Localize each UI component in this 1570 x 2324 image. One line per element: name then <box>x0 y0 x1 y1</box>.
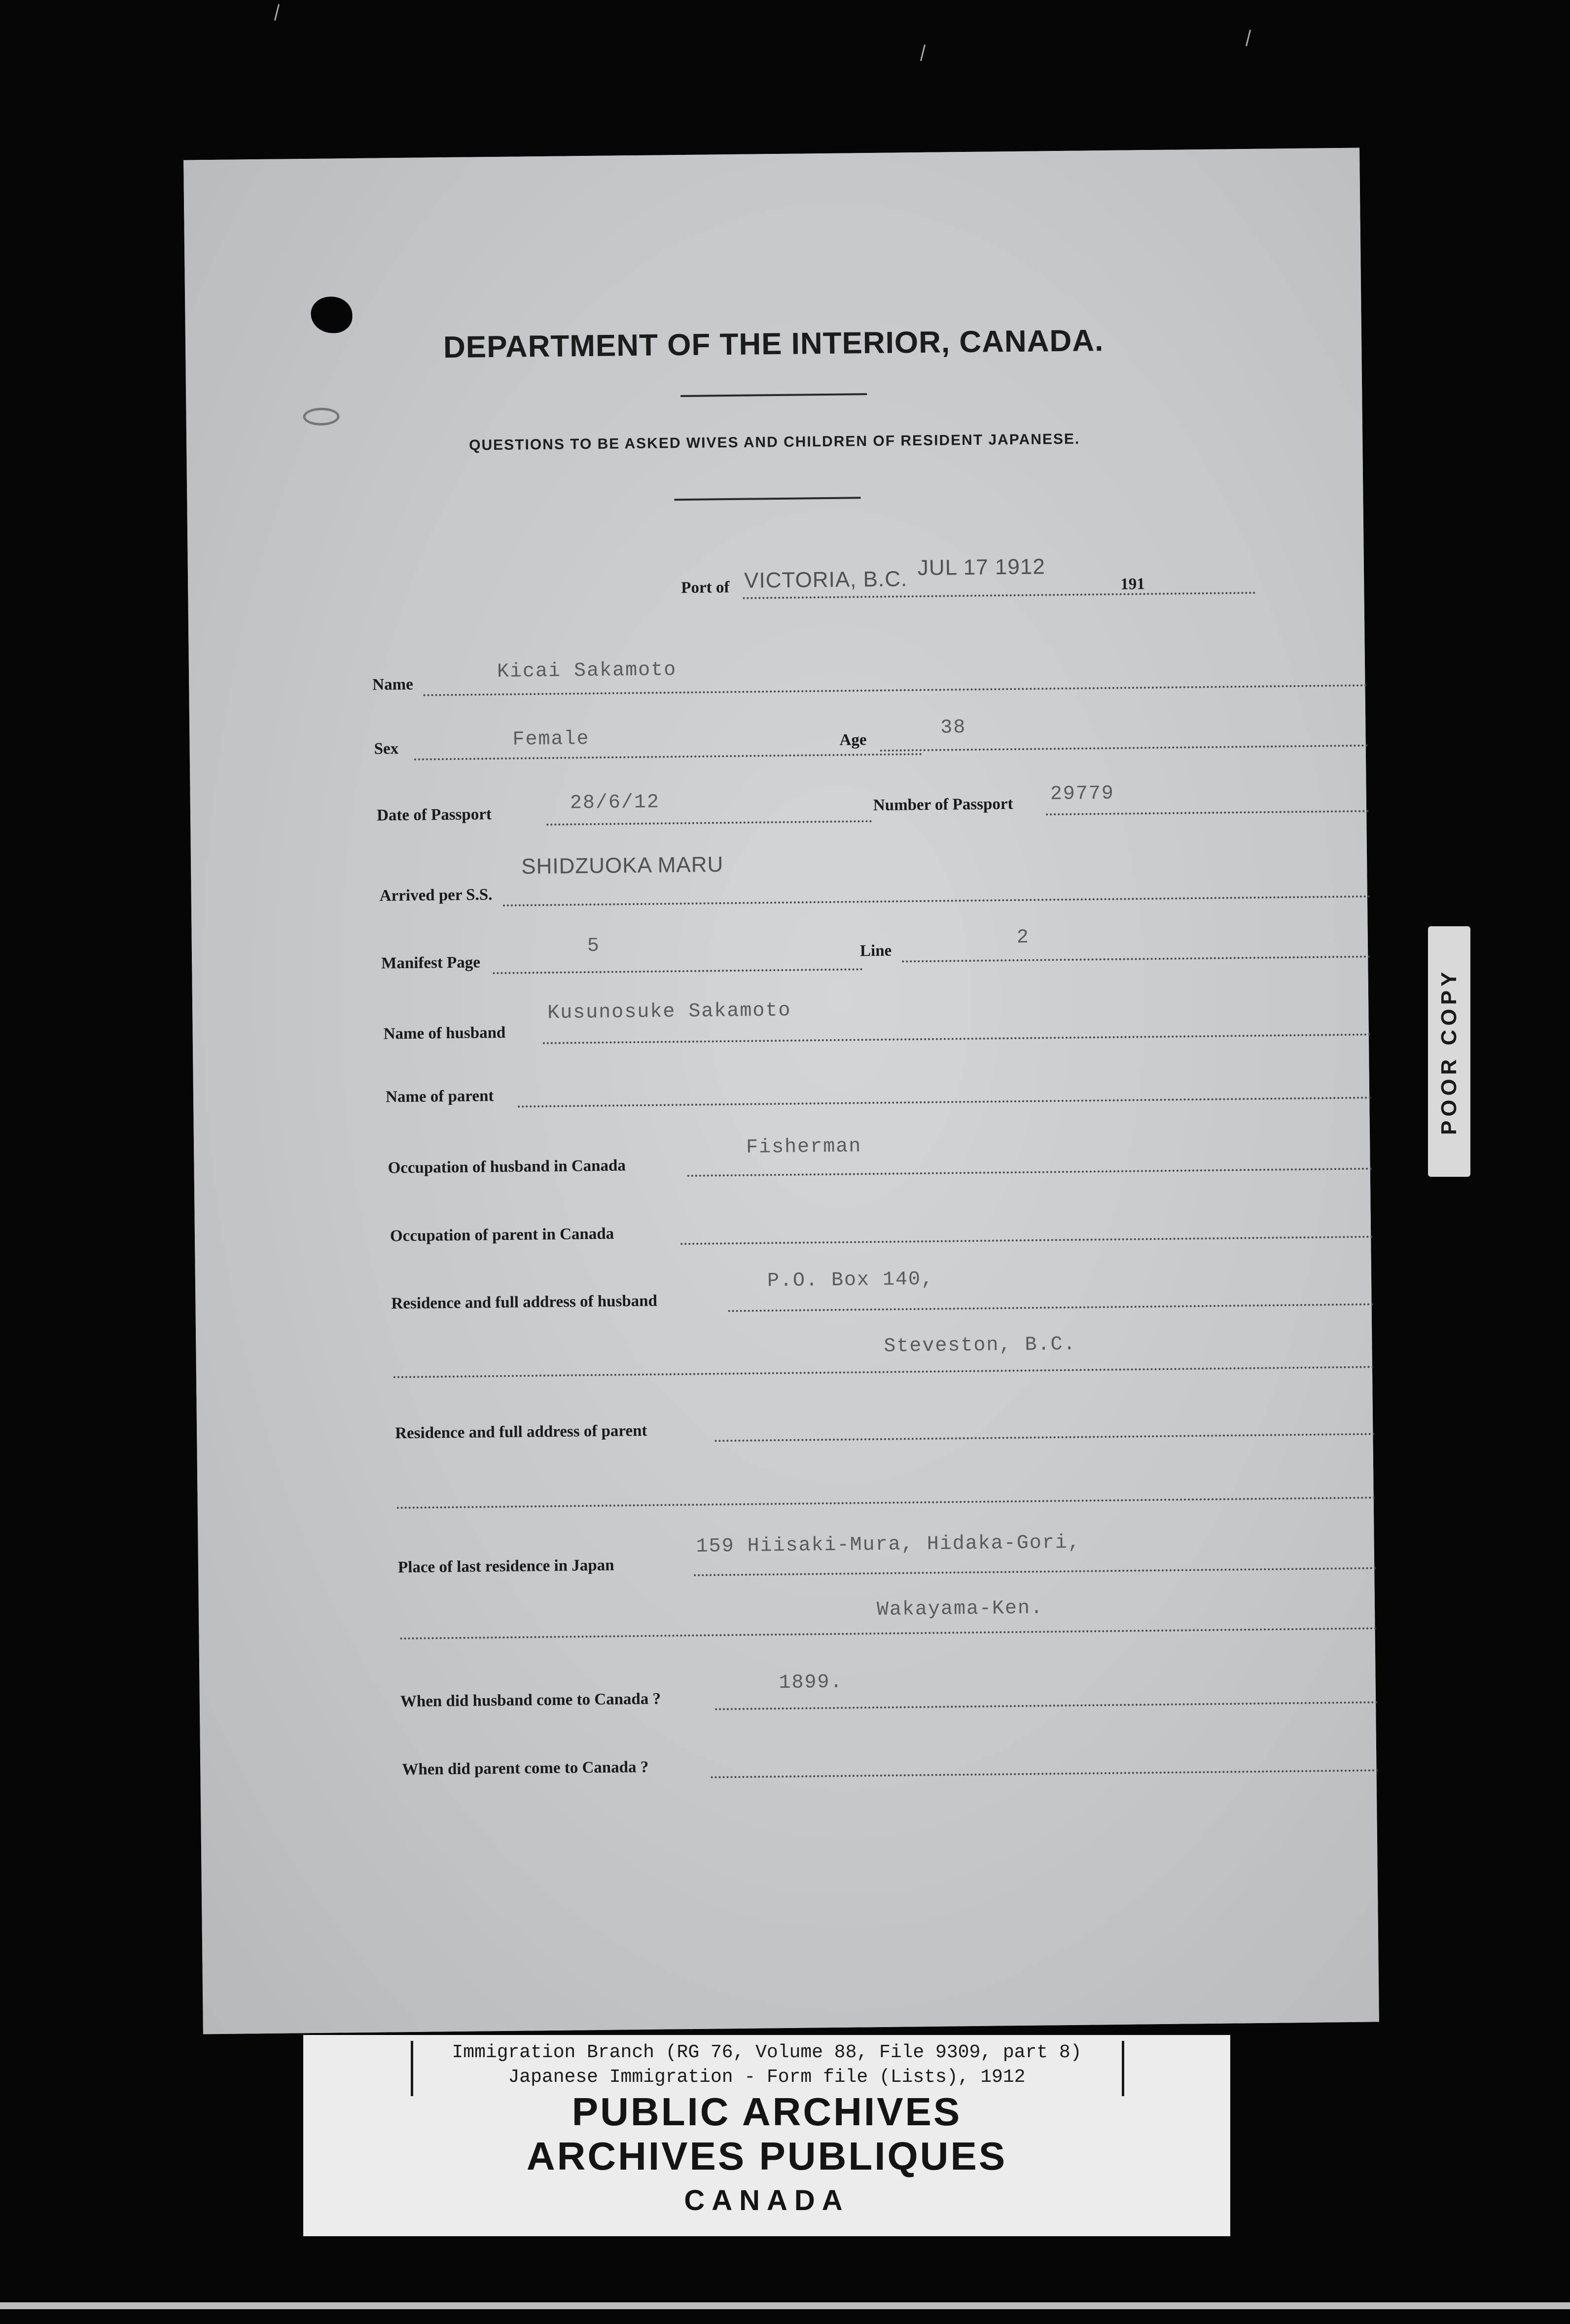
archive-reference-line1: Immigration Branch (RG 76, Volume 88, File 9309, part 8) <box>452 2042 1082 2063</box>
age-value: 38 <box>940 717 966 739</box>
form-page <box>183 148 1379 2034</box>
film-scratch <box>1246 30 1251 46</box>
title-rule <box>680 393 867 397</box>
husband-came-line <box>715 1701 1378 1710</box>
husband-came-label: When did husband come to Canada ? <box>400 1690 661 1711</box>
port-stamp-date: JUL 17 1912 <box>917 554 1046 581</box>
port-value: VICTORIA, B.C. <box>744 567 908 593</box>
occupation-parent-line <box>680 1235 1373 1245</box>
line-value: 2 <box>1016 926 1030 949</box>
film-scratch <box>274 4 280 21</box>
archive-reference-line2: Japanese Immigration - Form file (Lists), 1912 <box>508 2067 1026 2088</box>
port-year-prefix: 191 <box>1120 575 1145 593</box>
ink-blot <box>311 296 353 333</box>
number-of-passport-value: 29779 <box>1050 782 1114 806</box>
parent-came-line <box>711 1769 1379 1778</box>
film-edge <box>0 2302 1570 2309</box>
number-of-passport-line <box>1046 810 1369 815</box>
manifest-page-line <box>493 968 862 974</box>
occupation-husband-line <box>687 1167 1373 1177</box>
archive-label <box>303 2035 1230 2236</box>
name-of-husband-value: Kusunosuke Sakamoto <box>547 999 791 1024</box>
arrived-per-value: SHIDZUOKA MARU <box>521 852 724 879</box>
line-line <box>902 955 1370 962</box>
residence-husband-label: Residence and full address of husband <box>391 1292 658 1313</box>
date-of-passport-label: Date of Passport <box>376 805 492 825</box>
poor-copy-text: POOR COPY <box>1437 968 1461 1135</box>
sex-value: Female <box>512 728 590 751</box>
last-residence-label: Place of last residence in Japan <box>397 1556 614 1577</box>
date-of-passport-value: 28/6/12 <box>570 791 660 815</box>
subtitle-rule <box>674 497 860 501</box>
arrived-per-line <box>503 895 1371 906</box>
public-archives-en: PUBLIC ARCHIVES <box>571 2090 962 2134</box>
residence-husband-value-2: Steveston, B.C. <box>884 1333 1076 1358</box>
husband-came-value: 1899. <box>779 1671 843 1695</box>
residence-parent-line2 <box>397 1496 1376 1509</box>
name-of-husband-line <box>543 1033 1371 1044</box>
number-of-passport-label: Number of Passport <box>873 795 1013 815</box>
port-label: Port of <box>681 579 730 597</box>
occupation-parent-label: Occupation of parent in Canada <box>390 1225 614 1245</box>
poor-copy-stamp <box>1428 926 1470 1177</box>
last-residence-value-1: 159 Hiisaki-Mura, Hidaka-Gori, <box>696 1531 1081 1558</box>
sex-label: Sex <box>374 740 399 758</box>
name-of-parent-label: Name of parent <box>385 1087 494 1106</box>
name-value: Kicai Sakamoto <box>497 659 677 683</box>
occupation-husband-value: Fisherman <box>746 1135 862 1159</box>
residence-husband-line1 <box>728 1303 1374 1312</box>
manifest-page-value: 5 <box>587 935 601 958</box>
last-residence-line1 <box>694 1567 1377 1576</box>
occupation-husband-label: Occupation of husband in Canada <box>388 1157 626 1177</box>
port-line <box>743 592 1256 599</box>
age-line <box>880 744 1368 751</box>
residence-husband-value-1: P.O. Box 140, <box>767 1268 934 1293</box>
form-subtitle: QUESTIONS TO BE ASKED WIVES AND CHILDREN OF RESIDENT JAPANESE. <box>469 431 1080 454</box>
residence-parent-line1 <box>714 1433 1375 1442</box>
residence-husband-line2 <box>393 1366 1375 1378</box>
film-scratch <box>920 44 926 61</box>
department-title: DEPARTMENT OF THE INTERIOR, CANADA. <box>443 324 1104 365</box>
name-of-parent-line <box>518 1096 1372 1107</box>
age-label: Age <box>839 731 867 749</box>
name-of-husband-label: Name of husband <box>383 1023 506 1043</box>
parent-came-label: When did parent come to Canada ? <box>402 1758 649 1779</box>
paper-smudge <box>303 407 339 426</box>
sex-line <box>414 753 922 761</box>
last-residence-value-2: Wakayama-Ken. <box>876 1597 1044 1622</box>
line-label: Line <box>859 942 892 960</box>
last-residence-line2 <box>400 1627 1378 1639</box>
manifest-page-label: Manifest Page <box>381 953 481 973</box>
arrived-per-label: Arrived per S.S. <box>379 886 493 905</box>
date-of-passport-line <box>546 820 872 826</box>
archive-country: CANADA <box>684 2184 850 2216</box>
residence-parent-label: Residence and full address of parent <box>395 1421 647 1443</box>
name-line <box>424 685 1368 696</box>
archives-publiques-fr: ARCHIVES PUBLIQUES <box>526 2134 1007 2178</box>
name-label: Name <box>372 675 413 694</box>
